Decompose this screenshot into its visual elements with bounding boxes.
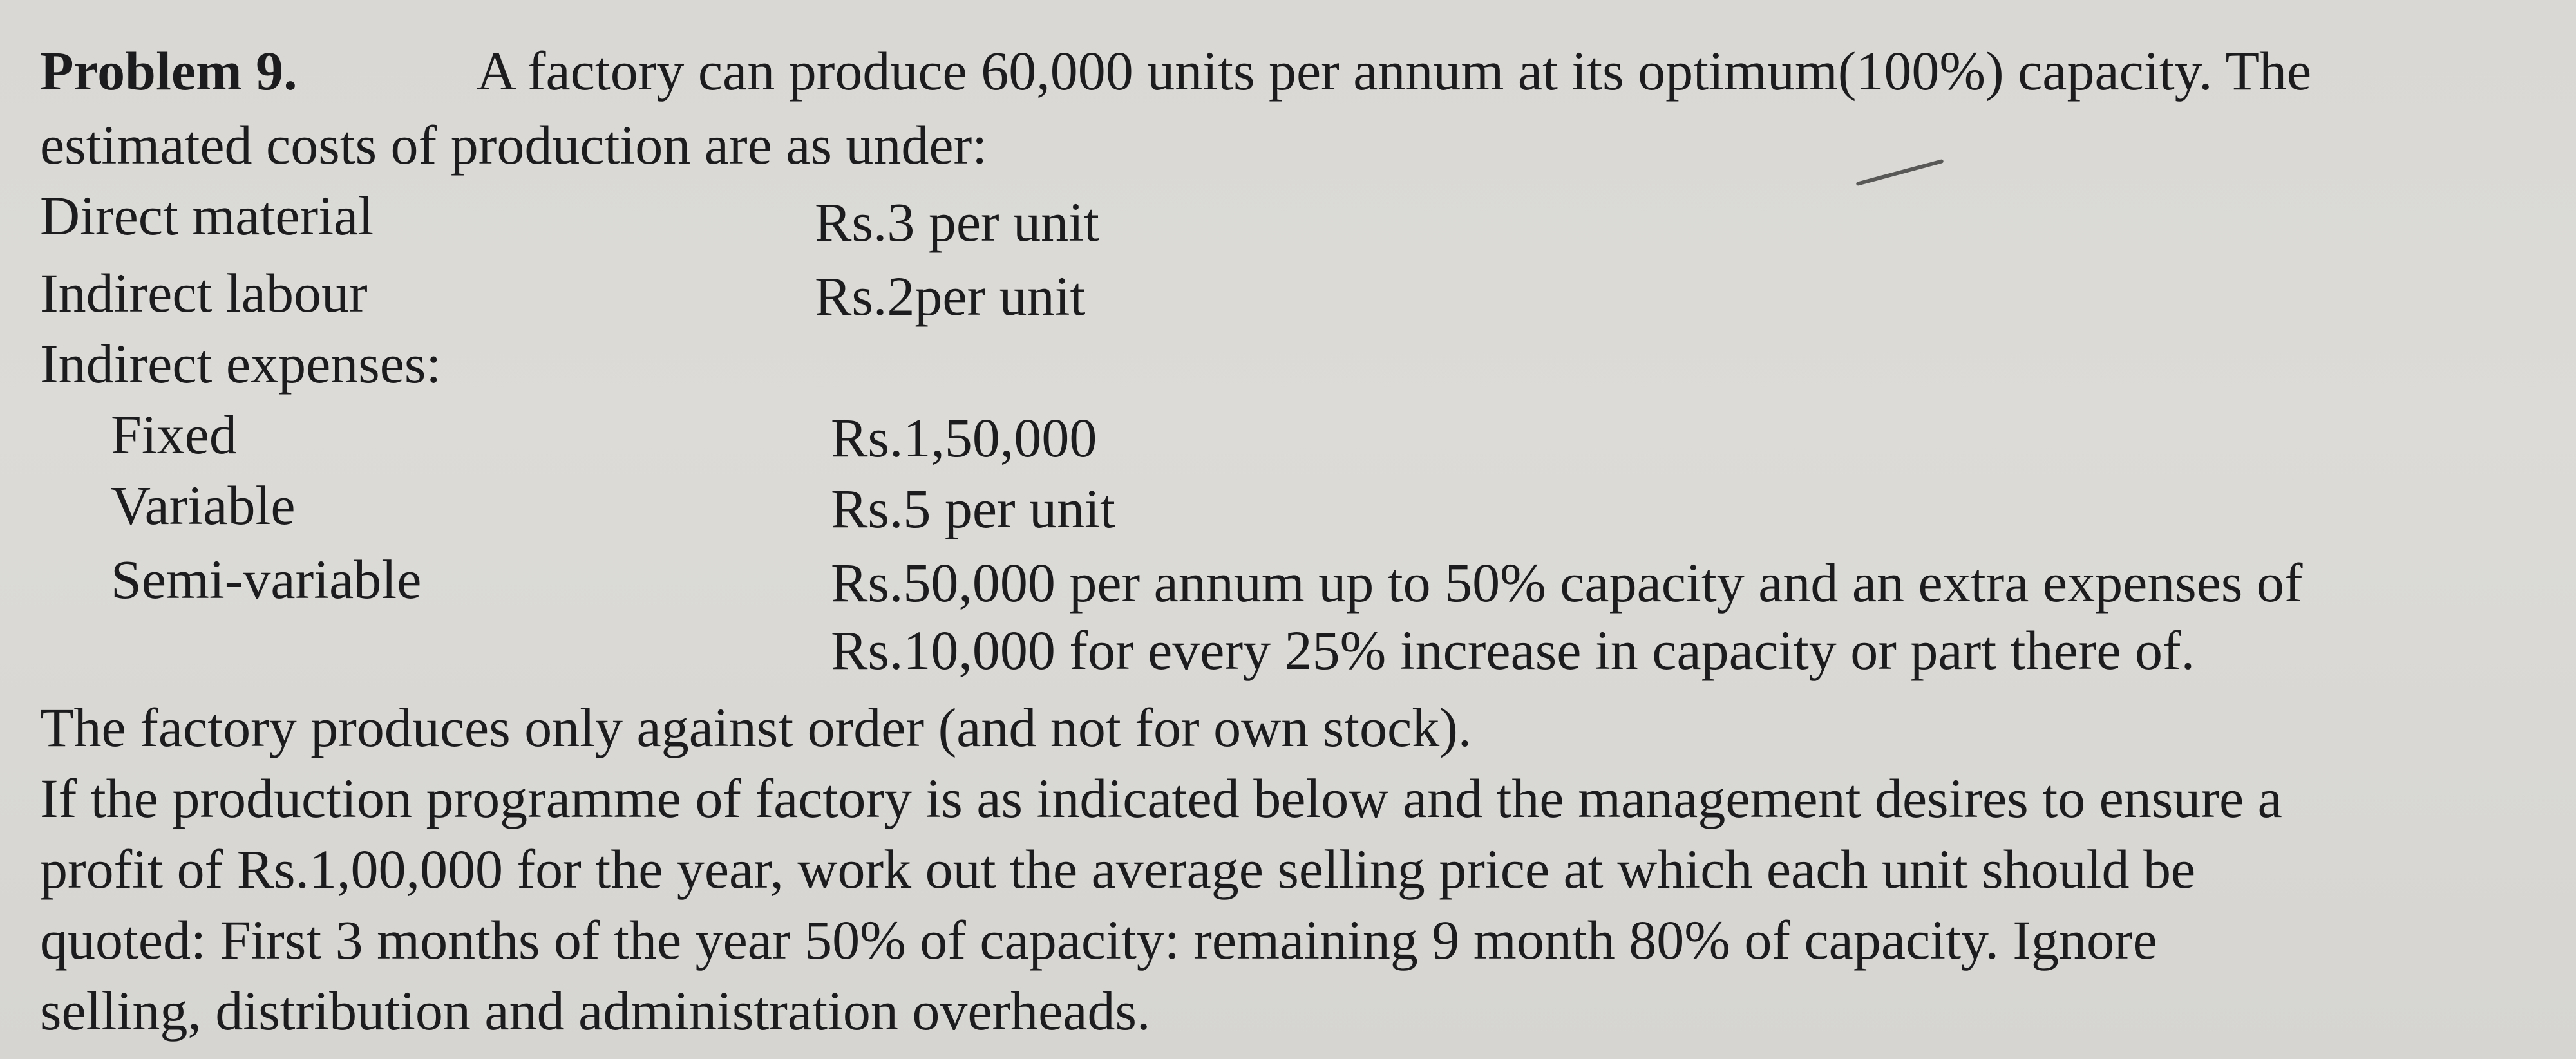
cost-value-indirect-labour: Rs.2per unit <box>815 265 1086 327</box>
semi-variable-continuation: Rs.10,000 for every 25% increase in capacity or part there of. <box>831 619 2195 681</box>
indirect-label-variable: Variable <box>111 474 296 536</box>
cost-value-direct-material: Rs.3 per unit <box>815 191 1099 253</box>
indirect-label-fixed: Fixed <box>111 404 237 465</box>
paragraph-line-4: quoted: First 3 months of the year 50% of capacity: remaining 9 month 80% of capacity. Ignore <box>40 909 2157 971</box>
indirect-expenses-heading: Indirect expenses: <box>40 333 442 395</box>
indirect-value-semi-variable: Rs.50,000 per annum up to 50% capacity and an extra expenses of <box>831 552 2303 614</box>
paragraph-line-1: The factory produces only against order (and not for own stock). <box>40 697 1472 758</box>
intro-line-2: estimated costs of production are as under: <box>40 114 988 176</box>
indirect-value-fixed: Rs.1,50,000 <box>831 407 1097 469</box>
indirect-label-semi-variable: Semi-variable <box>111 548 422 610</box>
paragraph-line-3: profit of Rs.1,00,000 for the year, work out the average selling price at which each unit should be <box>40 838 2196 900</box>
problem-label: Problem 9. <box>40 40 298 102</box>
pen-mark <box>1856 159 1944 186</box>
intro-line-1: A factory can produce 60,000 units per annum at its optimum(100%) capacity. The <box>477 40 2312 102</box>
cost-label-direct-material: Direct material <box>40 185 374 247</box>
cost-label-indirect-labour: Indirect labour <box>40 262 368 324</box>
paragraph-line-2: If the production programme of factory is as indicated below and the management desires to ensure a <box>40 767 2282 829</box>
paragraph-line-5: selling, distribution and administration overheads. <box>40 980 1151 1042</box>
indirect-value-variable: Rs.5 per unit <box>831 478 1115 539</box>
